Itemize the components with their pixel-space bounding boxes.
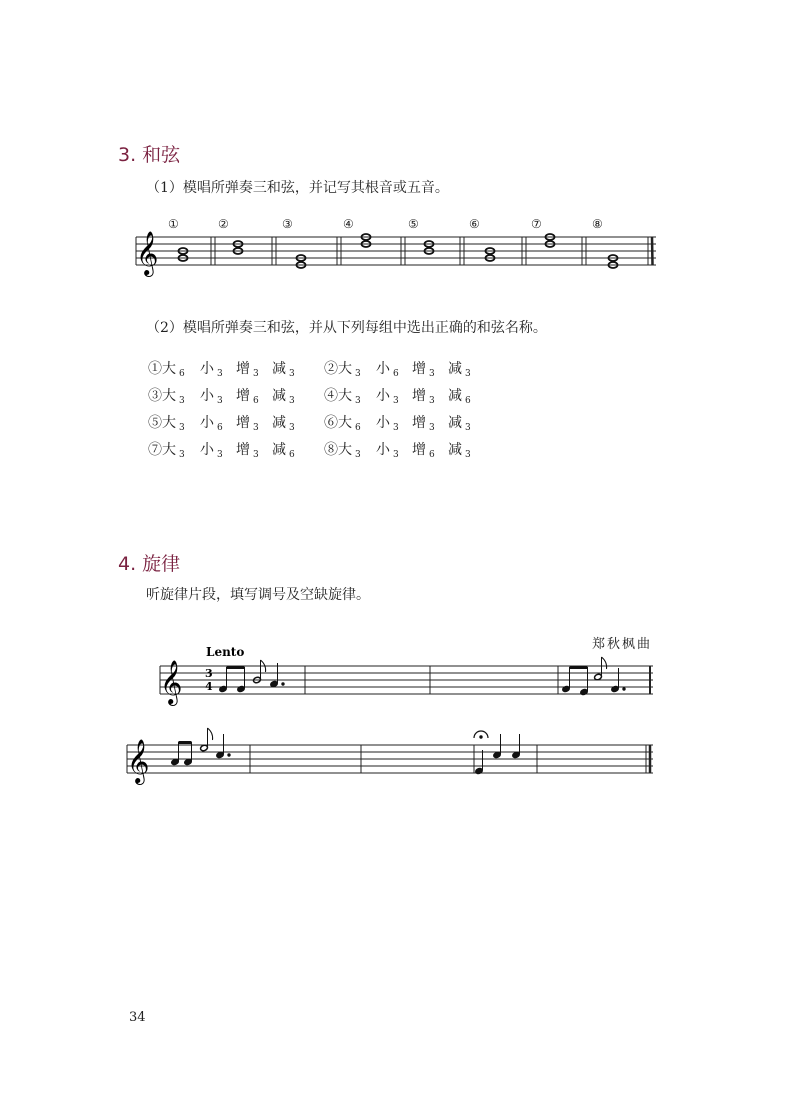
system-1-end-notes xyxy=(562,657,625,696)
group-3-option: 减 $_3$ xyxy=(272,388,295,406)
group-8-option: 减 $_3$ xyxy=(448,442,471,460)
time-signature-top: 3 xyxy=(205,667,213,680)
group-8-option: 增 $_6$ xyxy=(412,442,435,460)
group-6: ⑥大 $_6$ xyxy=(324,415,361,433)
chord-mark: ⑧ xyxy=(592,217,603,231)
chord-mark: ⑥ xyxy=(469,217,480,231)
system-1-staff-lines xyxy=(160,666,653,694)
group-6-option: 增 $_3$ xyxy=(412,415,435,433)
group-4-option: 小 $_3$ xyxy=(376,388,399,406)
group-2-option: 增 $_3$ xyxy=(412,361,435,379)
group-3-option: 小 $_3$ xyxy=(200,388,223,406)
group-4-option: 减 $_6$ xyxy=(448,388,471,406)
system-1-notes xyxy=(219,660,284,693)
group-6-option: 减 $_3$ xyxy=(448,415,471,433)
group-2-option: 减 $_3$ xyxy=(448,361,471,379)
chord-mark: ① xyxy=(168,217,179,231)
group-5-option: 减 $_3$ xyxy=(272,415,295,433)
group-5-option: 增 $_3$ xyxy=(236,415,259,433)
group-7-option: 小 $_3$ xyxy=(200,442,223,460)
chord-marks xyxy=(168,217,603,231)
chord-mark: ④ xyxy=(343,217,354,231)
question-1-text: （1）模唱所弹奏三和弦，并记写其根音或五音。 xyxy=(146,180,449,196)
group-1-option: 增 $_3$ xyxy=(236,361,259,379)
group-1-option: 小 $_3$ xyxy=(200,361,223,379)
melody-score xyxy=(0,620,800,800)
page-number: 34 xyxy=(129,1010,146,1025)
melody-instruction: 听旋律片段，填写调号及空缺旋律。 xyxy=(146,587,370,603)
chord-mark: ⑦ xyxy=(531,217,542,231)
question-2-text: （2）模唱所弹奏三和弦，并从下列每组中选出正确的和弦名称。 xyxy=(146,320,547,336)
group-1-option: 减 $_3$ xyxy=(272,361,295,379)
treble-clef-icon: 𝄞 xyxy=(160,660,183,704)
group-8-option: 小 $_3$ xyxy=(376,442,399,460)
group-5: ⑤大 $_3$ xyxy=(148,415,185,433)
group-5-option: 小 $_6$ xyxy=(200,415,223,433)
composer-credit: 郑秋枫曲 xyxy=(592,637,653,652)
section-3-title: 3. 和弦 xyxy=(118,144,181,166)
section-4-title: 4. 旋律 xyxy=(118,553,181,575)
group-3: ③大 $_3$ xyxy=(148,388,185,406)
chord-staff xyxy=(0,0,800,290)
group-4: ④大 $_3$ xyxy=(324,388,361,406)
group-2: ②大 $_3$ xyxy=(324,361,361,379)
chord-mark: ③ xyxy=(282,217,293,231)
group-8: ⑧大 $_3$ xyxy=(324,442,361,460)
chord-mark: ② xyxy=(218,217,229,231)
group-2-option: 小 $_6$ xyxy=(376,361,399,379)
group-1: ①大 $_6$ xyxy=(148,361,185,379)
group-4-option: 增 $_3$ xyxy=(412,388,435,406)
tempo-marking: Lento xyxy=(206,645,245,659)
treble-clef-icon: 𝄞 xyxy=(136,231,159,275)
group-7-option: 增 $_3$ xyxy=(236,442,259,460)
system-2-notes xyxy=(171,728,230,766)
group-7: ⑦大 $_3$ xyxy=(148,442,185,460)
group-7-option: 减 $_6$ xyxy=(272,442,295,460)
group-6-option: 小 $_3$ xyxy=(376,415,399,433)
time-signature-bottom: 4 xyxy=(205,680,213,693)
group-3-option: 增 $_6$ xyxy=(236,388,259,406)
system-2-end-notes xyxy=(474,731,520,775)
treble-clef-icon: 𝄞 xyxy=(127,739,150,783)
chord-mark: ⑤ xyxy=(408,217,419,231)
chord-staff-lines xyxy=(136,237,656,265)
